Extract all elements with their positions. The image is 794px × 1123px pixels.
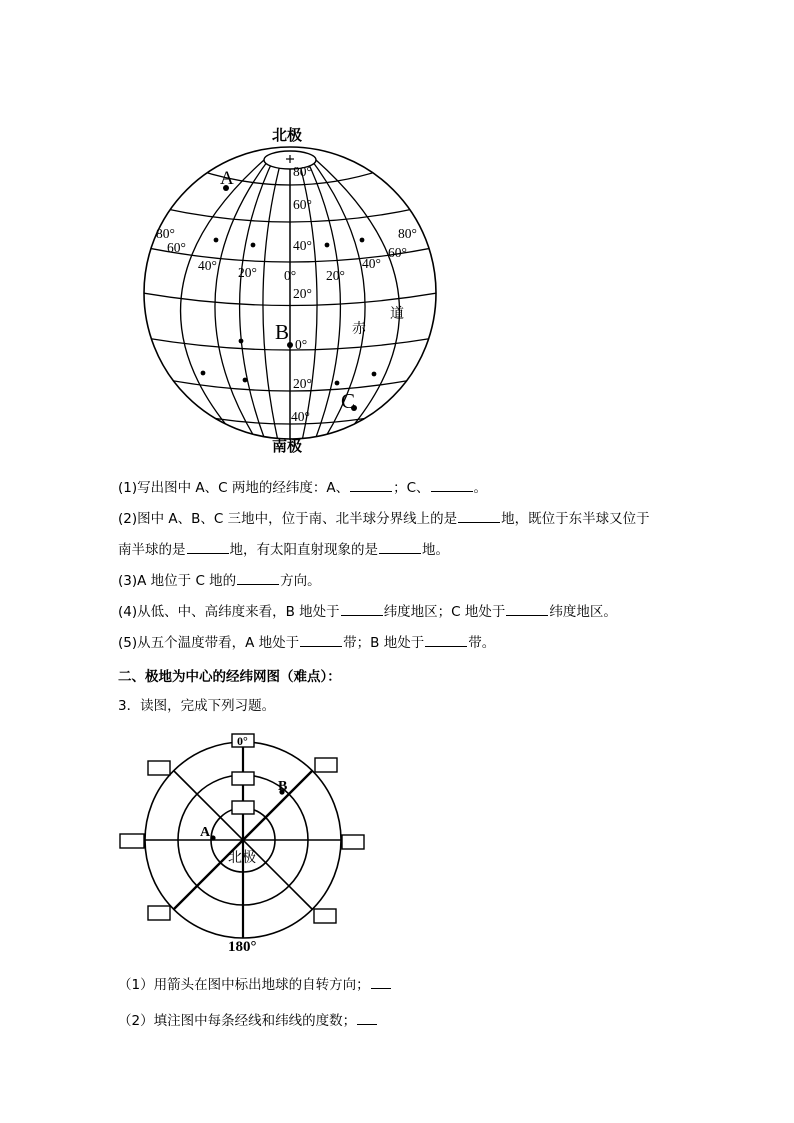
answer-blank[interactable] bbox=[458, 510, 500, 523]
south-pole-label: 南极 bbox=[272, 437, 303, 455]
latitude-label-40-south: 40° bbox=[291, 409, 310, 424]
question-2-part-4: (4)从低、中、高纬度来看，B 地处于 纬度地区；C 地处于 纬度地区。 bbox=[118, 604, 617, 620]
point-a-label: A bbox=[220, 168, 234, 189]
answer-box-lat-outer[interactable] bbox=[232, 772, 254, 785]
answer-box-top-right[interactable] bbox=[315, 758, 337, 772]
point-b-label: B bbox=[275, 320, 290, 344]
point-a-dot bbox=[210, 835, 215, 840]
latitude-label-80: 80° bbox=[293, 164, 312, 179]
latitude-label-40: 40° bbox=[293, 238, 312, 253]
question-3-part-1: （1）用箭头在图中标出地球的自转方向； bbox=[118, 976, 392, 994]
north-pole-label: 北极 bbox=[272, 126, 303, 144]
latitude-label-20: 20° bbox=[293, 286, 312, 301]
equator-label-2: 道 bbox=[390, 306, 404, 322]
answer-box-top-left[interactable] bbox=[148, 761, 170, 775]
point-c-label: C bbox=[341, 389, 356, 413]
answer-box-lat-middle[interactable] bbox=[232, 801, 254, 814]
longitude-label-60-west: 60° bbox=[167, 240, 186, 255]
question-3-part-2: （2）填注图中每条经线和纬线的度数； bbox=[118, 1012, 378, 1030]
longitude-label-20-west: 20° bbox=[238, 265, 257, 280]
answer-blank[interactable] bbox=[425, 634, 467, 647]
answer-blank[interactable] bbox=[379, 541, 421, 554]
polar-figure bbox=[0, 728, 794, 958]
answer-blank[interactable] bbox=[371, 976, 391, 989]
north-pole-label: 北极 bbox=[228, 850, 256, 866]
question-2-part-1: (1)写出图中 A、C 两地的经纬度：A、 ；C、 。 bbox=[118, 480, 488, 496]
longitude-label-40-west: 40° bbox=[198, 258, 217, 273]
point-a-label: A bbox=[200, 825, 211, 840]
answer-blank[interactable] bbox=[300, 634, 342, 647]
question-2-part-2: (2)图中 A、B、C 三地中，位于南、北半球分界线上的是 地，既位于东半球又位于 bbox=[118, 511, 650, 527]
answer-box-bottom-left[interactable] bbox=[148, 906, 170, 920]
answer-blank[interactable] bbox=[341, 603, 383, 616]
prime-meridian-label: 0° bbox=[237, 734, 248, 748]
longitude-label-0: 0° bbox=[284, 268, 297, 283]
answer-box-bottom-right[interactable] bbox=[314, 909, 336, 923]
question-2-part-3: (3)A 地位于 C 地的 方向。 bbox=[118, 573, 321, 589]
longitude-label-80-west: 80° bbox=[156, 226, 175, 241]
answer-box-right[interactable] bbox=[342, 835, 364, 849]
latitude-label-0: 0° bbox=[295, 337, 308, 352]
question-2-part-5: (5)从五个温度带看，A 地处于 带；B 地处于 带。 bbox=[118, 635, 496, 651]
longitude-label-20-east: 20° bbox=[326, 268, 345, 283]
answer-blank-c[interactable] bbox=[431, 479, 473, 492]
latitude-label-20-south: 20° bbox=[293, 376, 312, 391]
answer-box-left[interactable] bbox=[120, 834, 144, 848]
question-3-intro: 3．读图，完成下列习题。 bbox=[118, 698, 276, 714]
answer-blank[interactable] bbox=[506, 603, 548, 616]
answer-blank[interactable] bbox=[357, 1012, 377, 1025]
meridian-180-label: 180° bbox=[228, 939, 257, 955]
question-2-part-2-cont: 南半球的是 地，有太阳直射现象的是 地。 bbox=[118, 542, 449, 558]
section-2-title: 二、极地为中心的经纬网图（难点）： bbox=[118, 669, 341, 685]
equator-label-1: 赤 bbox=[352, 321, 366, 337]
answer-blank[interactable] bbox=[237, 572, 279, 585]
longitude-label-40-east: 40° bbox=[362, 256, 381, 271]
longitude-label-60-east: 60° bbox=[388, 245, 407, 260]
answer-blank[interactable] bbox=[187, 541, 229, 554]
globe-figure bbox=[0, 0, 794, 470]
point-b-label: B bbox=[278, 779, 288, 794]
answer-blank-a[interactable] bbox=[350, 479, 392, 492]
longitude-label-80-east: 80° bbox=[398, 226, 417, 241]
globe-grid bbox=[143, 147, 437, 441]
latitude-label-60: 60° bbox=[293, 197, 312, 212]
